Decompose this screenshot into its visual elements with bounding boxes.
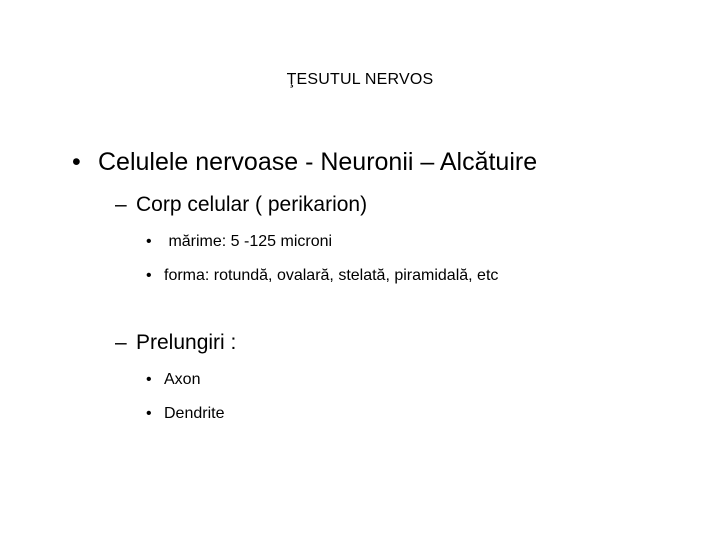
list-item-dendrite bbox=[146, 403, 224, 425]
bullet-icon: • bbox=[72, 148, 81, 176]
section-heading-corp-celular bbox=[115, 191, 367, 219]
bullet-icon: • bbox=[146, 233, 152, 250]
section-heading-prelungiri bbox=[115, 329, 236, 357]
bullet-icon: • bbox=[146, 267, 152, 284]
dash-icon: – bbox=[115, 331, 127, 354]
list-item-text: forma: rotundă, ovalară, stelată, piramidală, etc bbox=[164, 267, 499, 284]
slide-title: ŢESUTUL NERVOS bbox=[286, 71, 434, 88]
main-bullet-text: Celulele nervoase - Neuronii – Alcătuire bbox=[98, 148, 538, 176]
main-bullet bbox=[72, 146, 537, 178]
bullet-icon: • bbox=[146, 405, 152, 422]
dash-icon: – bbox=[115, 193, 127, 216]
list-item-text: Axon bbox=[164, 371, 201, 388]
bullet-icon: • bbox=[146, 371, 152, 388]
section-heading-text: Prelungiri : bbox=[136, 331, 237, 354]
list-item-text: mărime: 5 -125 microni bbox=[164, 233, 333, 250]
list-item-axon bbox=[146, 369, 200, 391]
list-item-forma bbox=[146, 265, 498, 287]
list-item-marime bbox=[146, 231, 332, 253]
list-item-text: Dendrite bbox=[164, 405, 225, 422]
section-heading-text: Corp celular ( perikarion) bbox=[136, 193, 368, 216]
